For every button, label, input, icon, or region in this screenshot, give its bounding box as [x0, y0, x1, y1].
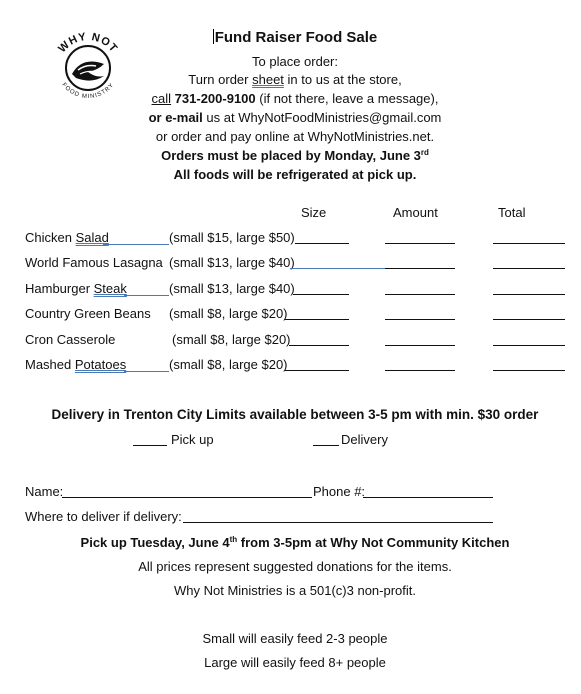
- size-field[interactable]: [285, 319, 349, 320]
- amount-field[interactable]: [385, 268, 455, 269]
- item-name-underline: [124, 371, 169, 372]
- size-field[interactable]: [293, 294, 349, 295]
- refrigerated-note: All foods will be refrigerated at pick up.: [173, 167, 417, 182]
- size-field[interactable]: [295, 243, 349, 244]
- pickup-blank[interactable]: [133, 445, 167, 446]
- item-price: (small $13, large $40): [169, 255, 295, 270]
- text-cursor: [213, 29, 214, 44]
- large-serving-note: Large will easily feed 8+ people: [204, 655, 386, 670]
- item-price: (small $8, large $20): [169, 306, 288, 321]
- pickup-label: Pick up: [171, 432, 214, 447]
- order-deadline: Orders must be placed by Monday, June 3rd: [161, 148, 429, 163]
- total-field[interactable]: [493, 243, 565, 244]
- item-price: (small $15, large $50): [169, 230, 295, 245]
- size-field[interactable]: [290, 268, 391, 269]
- logo-top-text: WHY NOT: [56, 30, 120, 56]
- size-field[interactable]: [289, 345, 349, 346]
- donation-note: All prices represent suggested donations for the items.: [138, 559, 452, 574]
- pickup-info: Pick up Tuesday, June 4th from 3-5pm at Why Not Community Kitchen: [80, 535, 510, 550]
- phone-field[interactable]: [363, 497, 493, 498]
- page-title: Fund Raiser Food Sale: [214, 29, 378, 46]
- item-price: (small $8, large $20): [172, 332, 291, 347]
- item-name: Cron Casserole: [25, 332, 116, 347]
- delivery-heading: Delivery in Trenton City Limits available between 3-5 pm with min. $30 order: [51, 407, 539, 422]
- delivery-blank[interactable]: [313, 445, 339, 446]
- total-field[interactable]: [493, 268, 565, 269]
- call-word: call: [151, 91, 172, 106]
- size-header: Size: [301, 205, 327, 220]
- total-field[interactable]: [493, 345, 565, 346]
- amount-field[interactable]: [385, 370, 455, 371]
- size-field[interactable]: [285, 370, 349, 371]
- item-name: Mashed Potatoes: [25, 357, 127, 372]
- amount-field[interactable]: [385, 319, 455, 320]
- item-name-underline: [103, 244, 169, 245]
- header-line-5: or order and pay online at WhyNotMinistries.net.: [155, 129, 435, 144]
- amount-field[interactable]: [385, 243, 455, 244]
- item-name: Chicken Salad: [25, 230, 109, 245]
- item-name: Country Green Beans: [25, 306, 151, 321]
- small-serving-note: Small will easily feed 2-3 people: [202, 631, 388, 646]
- where-label: Where to deliver if delivery:: [25, 509, 182, 524]
- amount-header: Amount: [393, 205, 438, 220]
- header-line-3: call 731-200-9100 (if not there, leave a message),: [151, 91, 439, 106]
- address-field[interactable]: [183, 522, 493, 523]
- total-field[interactable]: [493, 319, 565, 320]
- name-field[interactable]: [62, 497, 312, 498]
- header-line-2: Turn order sheet in to us at the store,: [188, 72, 402, 87]
- header-line-4: or e-mail us at WhyNotFoodMinistries@gmail.com: [148, 110, 442, 125]
- name-label: Name:: [25, 484, 64, 499]
- email-text: us at WhyNotFoodMinistries@gmail.com: [202, 110, 442, 125]
- phone-number: 731-200-9100: [171, 91, 256, 106]
- item-name-underline: [124, 295, 169, 296]
- logo-bottom-text: FOOD MINISTRY: [60, 82, 116, 101]
- sheet-word: sheet: [252, 72, 284, 87]
- phone-label: Phone #:: [313, 484, 366, 499]
- nonprofit-note: Why Not Ministries is a 501(c)3 non-profit.: [173, 583, 417, 598]
- total-field[interactable]: [493, 370, 565, 371]
- header-line-1: To place order:: [252, 54, 338, 69]
- total-header: Total: [498, 205, 526, 220]
- item-price: (small $8, large $20): [169, 357, 288, 372]
- delivery-label: Delivery: [341, 432, 388, 447]
- item-name: World Famous Lasagna: [25, 255, 163, 270]
- amount-field[interactable]: [385, 294, 455, 295]
- item-price: (small $13, large $40): [169, 281, 295, 296]
- amount-field[interactable]: [385, 345, 455, 346]
- total-field[interactable]: [493, 294, 565, 295]
- item-name: Hamburger Steak: [25, 281, 127, 296]
